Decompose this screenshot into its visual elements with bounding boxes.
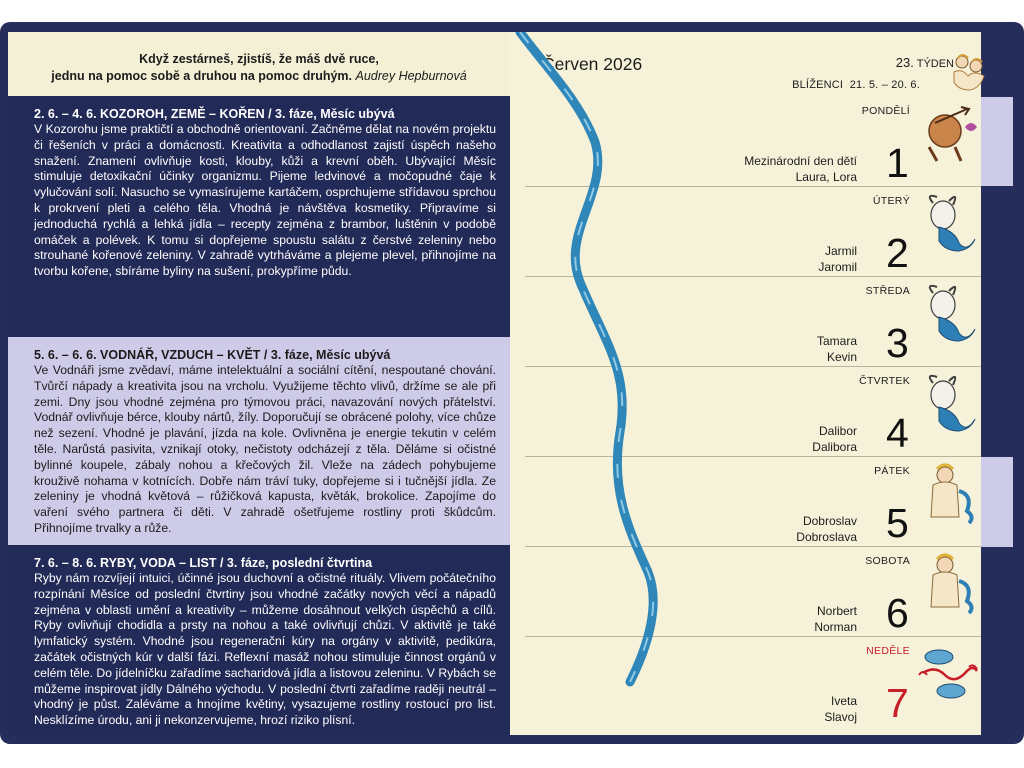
nameday-names	[657, 153, 857, 185]
page-tab	[981, 457, 1013, 547]
nameday-names	[657, 603, 857, 635]
section-text: V Kozorohu jsme praktičtí a obchodně orientovaní. Začněme dělat na novém projektu či řešeních v práci a domácnosti. Kreativita a odhodlanost zajistí úspěch našeho snažení. Znamení ovlivňuje kosti, klouby, kůži a krevní oběh. Ubývající Měsíc stimuluje detoxikační účinky organizmu. Pijeme ledvinové a močopudné čaje k vylučování solí. Nasucho se vymasírujeme kartáčem, osprchujeme střídavou sprchou k prokrvení pleti a celého těla. Vhodná je návštěva kosmetiky. Připravíme si jednoduchá rychlá a lehká jídla – recepty zejména z brambor, luštěnin v podobě omáček a polévek. K tomu si dopřejeme spoustu salátu z čerstvé zeleniny nebo strouhané kořenové zeleniny. V zahradě vytrháváme a plejeme plevel, přihnojíme na tvorbu kořene, sbíráme byliny na sušení, prokypříme půdu.	[34, 122, 496, 279]
sign-dates: 21. 5. – 20. 6.	[849, 79, 920, 91]
section-aquarius	[8, 337, 510, 545]
nameday-line: Iveta	[830, 694, 857, 708]
nameday-line: Dobroslava	[796, 530, 857, 544]
page-tab	[981, 97, 1013, 186]
left-page	[8, 32, 510, 735]
day-divider	[525, 366, 981, 367]
quote-line-2: jednu na pomoc sobě a druhou na pomoc druhým.	[51, 69, 353, 83]
section-title: 2. 6. – 4. 6. KOZOROH, ZEMĚ – KOŘEN / 3. fáze, Měsíc ubývá	[34, 107, 395, 121]
day-divider	[525, 456, 981, 457]
nameday-line: Norman	[814, 620, 857, 634]
sign-info	[792, 79, 920, 91]
week-label: TÝDEN	[916, 58, 954, 70]
day-name: STŘEDA	[865, 285, 910, 297]
quote-author: Audrey Hepburnová	[355, 69, 467, 83]
day-name: ČTVRTEK	[859, 375, 910, 387]
sagittarius-icon	[915, 101, 981, 167]
day-name: PONDĚLÍ	[861, 105, 910, 117]
section-title: 5. 6. – 6. 6. VODNÁŘ, VZDUCH – KVĚT / 3. fáze, Měsíc ubývá	[34, 348, 391, 362]
section-capricorn	[8, 96, 510, 337]
day-number: 6	[886, 590, 909, 636]
nameday-line: Jarmil	[825, 244, 857, 258]
quote-line-1: Když zestárneš, zjistíš, že máš dvě ruce,	[139, 52, 379, 66]
day-name: ÚTERÝ	[872, 195, 910, 207]
day-name: PÁTEK	[874, 465, 910, 477]
nameday-names	[657, 243, 857, 275]
nameday-names	[657, 693, 857, 725]
nameday-line: Laura, Lora	[795, 170, 857, 184]
capricorn-icon	[915, 281, 981, 347]
day-divider	[525, 546, 981, 547]
nameday-names	[657, 423, 857, 455]
section-text: Ve Vodnáři jsme zvědaví, máme intelektuální a sociální cítění, nespoutané chování. Tvůrčí nápady a kreativita jsou na vrcholu. Využijeme těchto vlivů, držíme se ale při zemi. Dny jsou vhodné zejména pro týmovou práci, navazování nových přátelství. Vodnář ovlivňuje bérce, klouby nártů, žíly. Doporučují se obrácené polohy, více chůze než sezení. Vhodné je plavání, jízda na kole. Ovlivněna je energie tekutin v celém těle. Narůstá pasivita, vznikají otoky, nečistoty odcházejí z těla. Děláme si očistné bylinné koupele, zábaly nohou a křečových žil. Vleže na zádech pohybujeme krouživě nohama v kotnících. Dobře nám tráví tuky, dopřejeme si i tučnější jídla. Ze zeleniny je vhodná květová – růžičková kapusta, květák, brokolice. Zapojíme do vaření svého partnera či děti. V zahradě ošetřujeme rostliny proti škůdcům. Přihnojíme trvalky a růže.	[34, 363, 496, 535]
day-number: 7	[886, 680, 909, 726]
nameday-line: Norbert	[816, 604, 857, 618]
nameday-line: Slavoj	[824, 710, 857, 724]
nameday-line: Dalibor	[818, 424, 857, 438]
pisces-icon	[915, 641, 981, 707]
aquarius-icon	[915, 551, 981, 617]
section-pisces	[8, 545, 510, 735]
capricorn-icon	[915, 371, 981, 437]
day-name: SOBOTA	[865, 555, 910, 567]
week-number: 23.	[895, 55, 914, 70]
month-title: Červen 2026	[542, 54, 643, 74]
day-divider	[525, 276, 981, 277]
gemini-icon	[944, 48, 994, 96]
nameday-line: Kevin	[826, 350, 857, 364]
nameday-names	[657, 333, 857, 365]
nameday-line: Jaromil	[818, 260, 857, 274]
nameday-line: Tamara	[816, 334, 857, 348]
day-number: 1	[886, 140, 909, 186]
nameday-names	[657, 513, 857, 545]
day-divider	[525, 186, 981, 187]
capricorn-icon	[915, 191, 981, 257]
aquarius-icon	[915, 461, 981, 527]
section-title: 7. 6. – 8. 6. RYBY, VODA – LIST / 3. fáze, poslední čtvrtina	[34, 556, 373, 570]
quote-box	[8, 32, 510, 96]
day-number: 5	[886, 500, 909, 546]
nameday-line: Mezinárodní den dětí	[744, 154, 857, 168]
day-number: 3	[886, 320, 909, 366]
day-name: NEDĚLE	[866, 645, 910, 657]
sign-name: BLÍŽENCI	[792, 79, 844, 91]
nameday-line: Dalibora	[812, 440, 857, 454]
nameday-line: Dobroslav	[802, 514, 857, 528]
day-divider	[525, 636, 981, 637]
section-text: Ryby nám rozvíjejí intuici, účinné jsou duchovní a očistné rituály. Vlivem počátečního rozpínání Měsíce od poslední čtvrtiny jsou vhodné začátky nových věcí a nápadů zejména v oblasti umění a kreativity – můžeme dosáhnout velkých úspěchů a cílů. Ryby ovlivňují chodidla a prsty na nohou a také ovlivňují chůzi. V aktivitě je také lymfatický systém. Vhodné jsou regenerační kúry na orgány v aktivitě, pedikúra, začátek očistných kúr v další fázi. Reflexní masáž nohou stimuluje činnost orgánů v celém těle. Do jídelníčku zařadíme sacharidová jídla a listovou zeleninu. V Rybách se můžeme inspirovat jídly Dálného východu. V poslední čtvrti zařadíme raději neutrál – vhodný je půst. Zaléváme a hnojíme květiny, vysazujeme rostliny rostoucí pro list. Nesklízíme úrodu, ani ji nekonzervujeme, hrozí riziko plísní.	[34, 571, 496, 728]
day-number: 4	[886, 410, 909, 456]
day-number: 2	[886, 230, 909, 276]
